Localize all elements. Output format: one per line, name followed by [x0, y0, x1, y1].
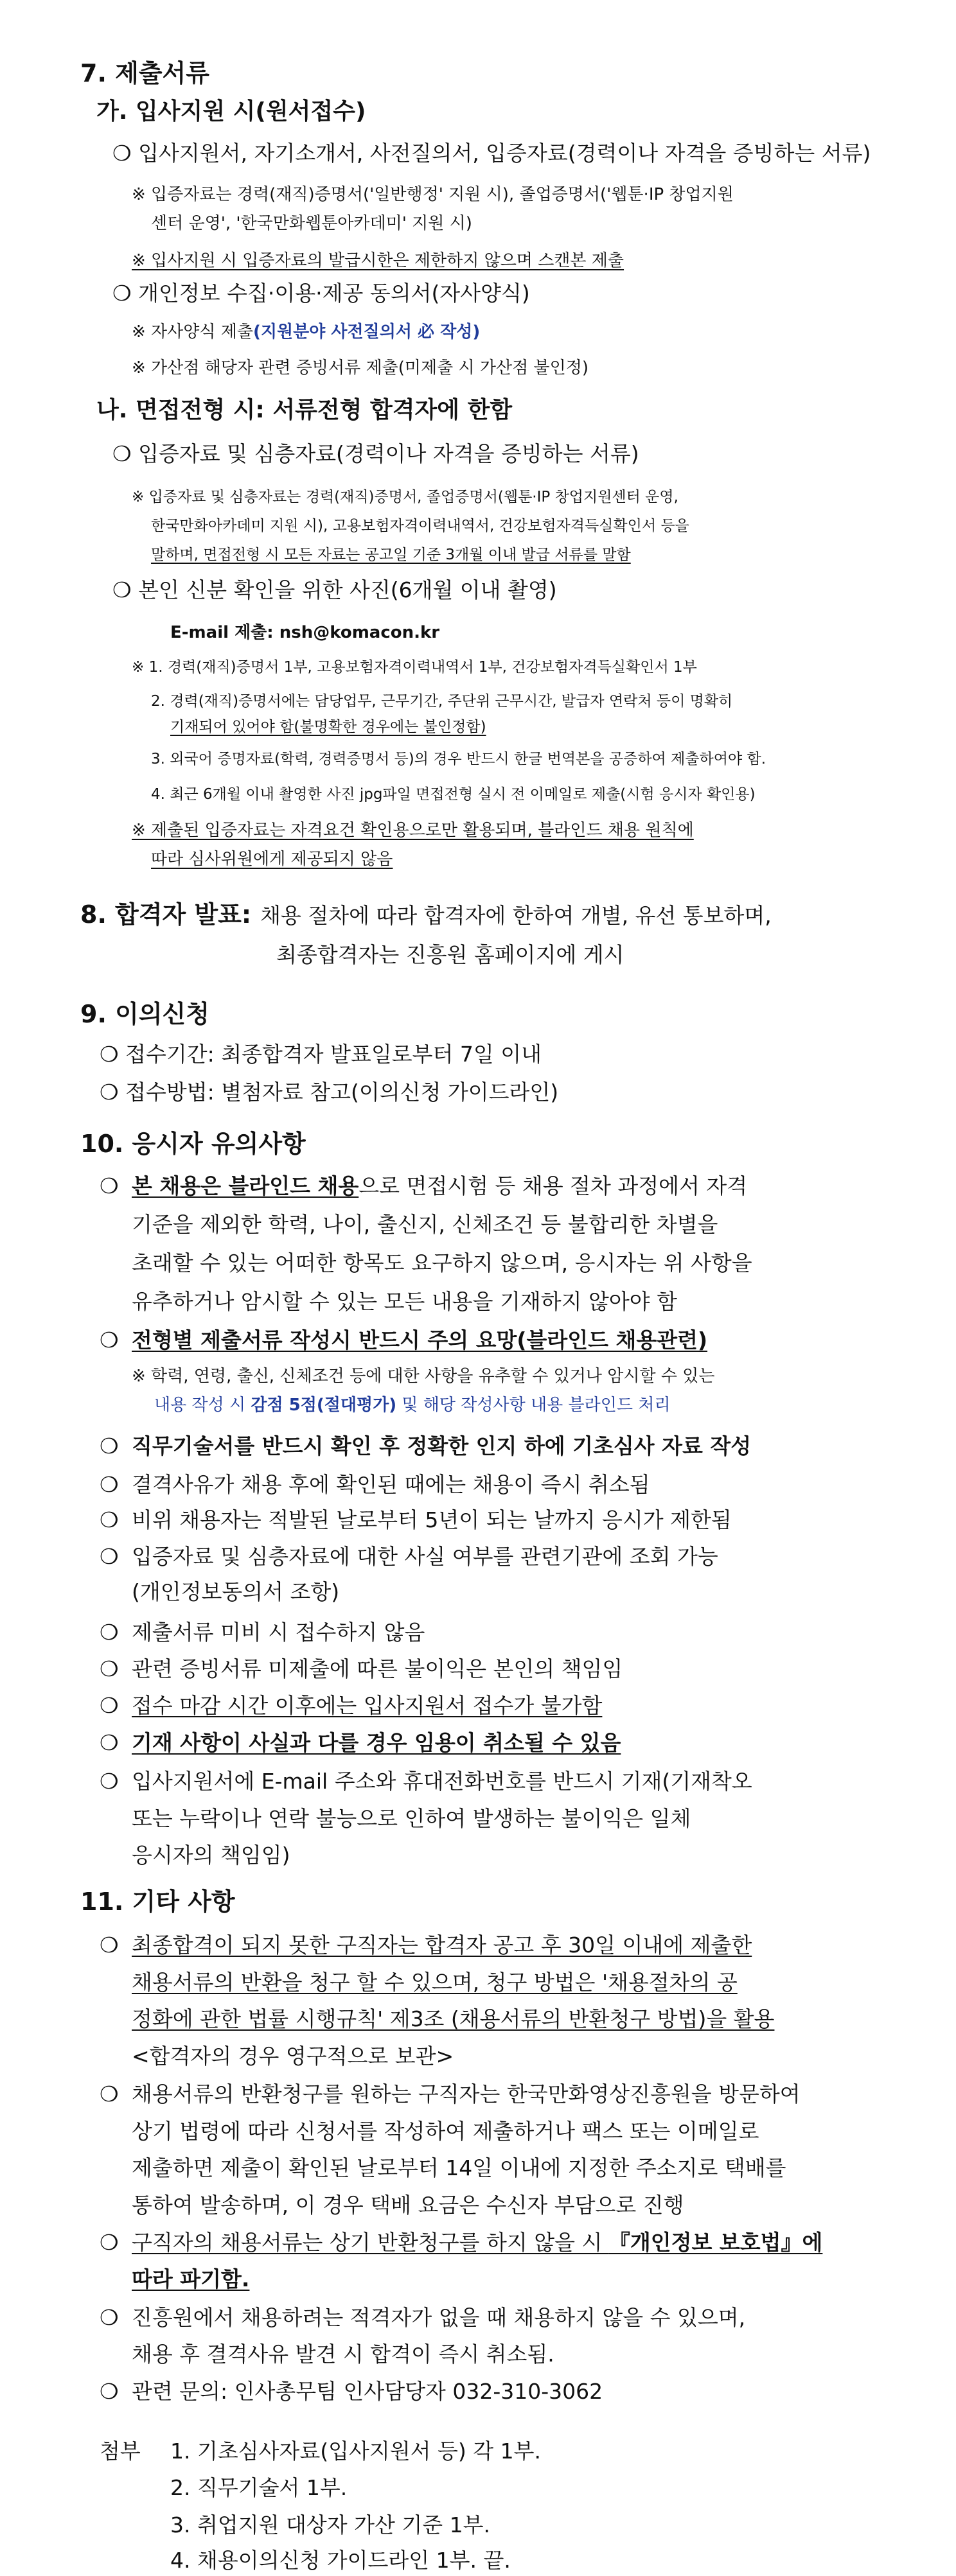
s11-bullet-1d: <합격자의 경우 영구적으로 보관> [132, 2044, 454, 2069]
na-note-2a: ※ 제출된 입증자료는 자격요건 확인용으로만 활용되며, 블라인드 채용 원칙에 [132, 821, 694, 840]
s10-bullet-6b: (개인정보동의서 조항) [132, 1579, 340, 1604]
na-list-2a: 2. 경력(재직)증명서에는 담당업무, 근무기간, 주단위 근무시간, 발급자 연락처 등이 명확히 [151, 693, 733, 710]
s10-note-1: ※ 학력, 연령, 출신, 신체조건 등에 대한 사항을 유추할 수 있거나 암시할 수 있는 [132, 1367, 715, 1386]
na-note-1c: 말하며, 면접전형 시 모든 자료는 공고일 기준 3개월 이내 발급 서류를 말함 [151, 547, 631, 563]
s10-bullet-10: ❍ 기재 사항이 사실과 다를 경우 임용이 취소될 수 있음 [100, 1730, 621, 1755]
s10-bullet-1c: 초래할 수 있는 어떠한 항목도 요구하지 않으며, 응시자는 위 사항을 [132, 1250, 752, 1275]
section-7-na-heading: 나. 면접전형 시: 서류전형 합격자에 한함 [96, 397, 513, 423]
s10-bullet-11b: 또는 누락이나 연락 불능으로 인하여 발생하는 불이익은 일체 [132, 1806, 691, 1831]
section-11-title: 11. 기타 사항 [80, 1888, 235, 1916]
section-8-line-2: 최종합격자는 진흥원 홈페이지에 게시 [276, 942, 624, 967]
s10-bullet-6a: ❍ 입증자료 및 심층자료에 대한 사실 여부를 관련기관에 조회 가능 [100, 1544, 718, 1569]
s11-bullet-3b: 따라 파기함. [132, 2266, 250, 2291]
na-note-2b: 따라 심사위원에게 제공되지 않음 [151, 850, 393, 869]
s11-bullet-4b: 채용 후 결격사유 발견 시 합격이 즉시 취소됨. [132, 2342, 554, 2367]
na-list-2b: 기재되어 있어야 함(불명확한 경우에는 불인정함) [170, 719, 486, 735]
s11-bullet-5: ❍ 관련 문의: 인사총무팀 인사담당자 032-310-3062 [100, 2379, 603, 2404]
attachment-item-3: 3. 취업지원 대상자 가산 기준 1부. [170, 2512, 490, 2537]
s11-bullet-2b: 상기 법령에 따라 신청서를 작성하여 제출하거나 팩스 또는 이메일로 [132, 2119, 759, 2144]
na-note-1b: 한국만화아카데미 지원 시), 고용보험자격이력내역서, 건강보험자격득실확인서 등을 [151, 518, 689, 534]
s10-bullet-11c: 응시자의 책임임) [132, 1843, 290, 1868]
s10-bullet-1d: 유추하거나 암시할 수 있는 모든 내용을 기재하지 않아야 함 [132, 1289, 677, 1314]
ga-note-1a: ※ 입증자료는 경력(재직)증명서('일반행정' 지원 시), 졸업증명서('웹툰·IP 창업지원 [132, 185, 734, 204]
s10-bullet-1a: ❍ 본 채용은 블라인드 채용으로 면접시험 등 채용 절차 과정에서 자격 [100, 1173, 748, 1198]
s9-bullet-1: ❍ 접수기간: 최종합격자 발표일로부터 7일 이내 [100, 1042, 542, 1067]
s10-bullet-8: ❍ 관련 증빙서류 미제출에 따른 불이익은 본인의 책임임 [100, 1656, 623, 1681]
attachment-label: 첨부 [100, 2439, 141, 2464]
na-list-4: 4. 최근 6개월 이내 촬영한 사진 jpg파일 면접전형 실시 전 이메일로 제출(시험 응시자 확인용) [151, 786, 756, 803]
na-bullet-1: ❍ 입증자료 및 심층자료(경력이나 자격을 증빙하는 서류) [112, 441, 639, 466]
attachment-item-4: 4. 채용이의신청 가이드라인 1부. 끝. [170, 2548, 511, 2573]
na-list-1: ※ 1. 경력(재직)증명서 1부, 고용보험자격이력내역서 1부, 건강보험자격득실확인서 1부 [132, 659, 697, 676]
ga-bullet-1: ❍ 입사지원서, 자기소개서, 사전질의서, 입증자료(경력이나 자격을 증빙하는 서류) [112, 141, 871, 166]
ga-note-2: ※ 입사지원 시 입증자료의 발급시한은 제한하지 않으며 스캔본 제출 [132, 251, 624, 270]
s11-bullet-3a: ❍ 구직자의 채용서류는 상기 반환청구를 하지 않을 시 『개인정보 보호법』에 [100, 2230, 823, 2255]
s9-bullet-2: ❍ 접수방법: 별첨자료 참고(이의신청 가이드라인) [100, 1080, 559, 1105]
section-7-ga-heading: 가. 입사지원 시(원서접수) [96, 98, 366, 125]
na-bullet-2: ❍ 본인 신분 확인을 위한 사진(6개월 이내 촬영) [112, 577, 557, 602]
s10-bullet-2: ❍ 전형별 제출서류 작성시 반드시 주의 요망(블라인드 채용관련) [100, 1327, 708, 1353]
email-submit: E-mail 제출: nsh@komacon.kr [170, 623, 440, 642]
s11-bullet-1a: ❍ 최종합격이 되지 못한 구직자는 합격자 공고 후 30일 이내에 제출한 [100, 1932, 752, 1958]
s10-note-2: 내용 작성 시 감점 5점(절대평가) 및 해당 작성사항 내용 블라인드 처리 [154, 1396, 671, 1415]
attachment-item-2: 2. 직무기술서 1부. [170, 2475, 348, 2500]
s10-bullet-9: ❍ 접수 마감 시간 이후에는 입사지원서 접수가 불가함 [100, 1693, 603, 1718]
s11-bullet-4a: ❍ 진흥원에서 채용하려는 적격자가 없을 때 채용하지 않을 수 있으며, [100, 2305, 746, 2330]
section-9-title: 9. 이의신청 [80, 1000, 209, 1028]
ga-note-3: ※ 자사양식 제출(지원분야 사전질의서 必 작성) [132, 322, 481, 342]
s10-bullet-7: ❍ 제출서류 미비 시 접수하지 않음 [100, 1620, 425, 1645]
na-note-1a: ※ 입증자료 및 심층자료는 경력(재직)증명서, 졸업증명서(웹툰·IP 창업지원센터 운영, [132, 489, 678, 505]
attachment-item-1: 1. 기초심사자료(입사지원서 등) 각 1부. [170, 2439, 541, 2464]
section-8: 8. 합격자 발표: 채용 절차에 따라 합격자에 한하여 개별, 유선 통보하며, [80, 900, 772, 929]
s10-bullet-4: ❍ 결격사유가 채용 후에 확인된 때에는 채용이 즉시 취소됨 [100, 1472, 650, 1497]
section-8-title: 8. 합격자 발표: [80, 900, 252, 929]
s11-bullet-1c: 정화에 관한 법률 시행규칙' 제3조 (채용서류의 반환청구 방법)을 활용 [132, 2006, 775, 2031]
s11-bullet-2a: ❍ 채용서류의 반환청구를 원하는 구직자는 한국만화영상진흥원을 방문하여 [100, 2081, 801, 2107]
s10-bullet-1b: 기준을 제외한 학력, 나이, 출신지, 신체조건 등 불합리한 차별을 [132, 1212, 718, 1237]
ga-note-1b: 센터 운영', '한국만화웹툰아카데미' 지원 시) [151, 214, 472, 233]
ga-note-4: ※ 가산점 해당자 관련 증빙서류 제출(미제출 시 가산점 불인정) [132, 358, 589, 378]
na-list-3: 3. 외국어 증명자료(학력, 경력증명서 등)의 경우 반드시 한글 번역본을 공증하여 제출하여야 함. [151, 751, 766, 767]
section-10-title: 10. 응시자 유의사항 [80, 1130, 306, 1158]
s11-bullet-1b: 채용서류의 반환을 청구 할 수 있으며, 청구 방법은 '채용절차의 공 [132, 1970, 738, 1995]
ga-bullet-2: ❍ 개인정보 수집·이용·제공 동의서(자사양식) [112, 281, 530, 306]
s11-bullet-2c: 제출하면 제출이 확인된 날로부터 14일 이내에 지정한 주소지로 택배를 [132, 2155, 786, 2180]
s11-bullet-2d: 통하여 발송하며, 이 경우 택배 요금은 수신자 부담으로 진행 [132, 2193, 684, 2218]
s10-bullet-5: ❍ 비위 채용자는 적발된 날로부터 5년이 되는 날까지 응시가 제한됨 [100, 1507, 732, 1532]
s10-bullet-3: ❍ 직무기술서를 반드시 확인 후 정확한 인지 하에 기초심사 자료 작성 [100, 1433, 752, 1459]
section-7-title: 7. 제출서류 [80, 59, 209, 87]
s10-bullet-11a: ❍ 입사지원서에 E-mail 주소와 휴대전화번호를 반드시 기재(기재착오 [100, 1769, 752, 1794]
